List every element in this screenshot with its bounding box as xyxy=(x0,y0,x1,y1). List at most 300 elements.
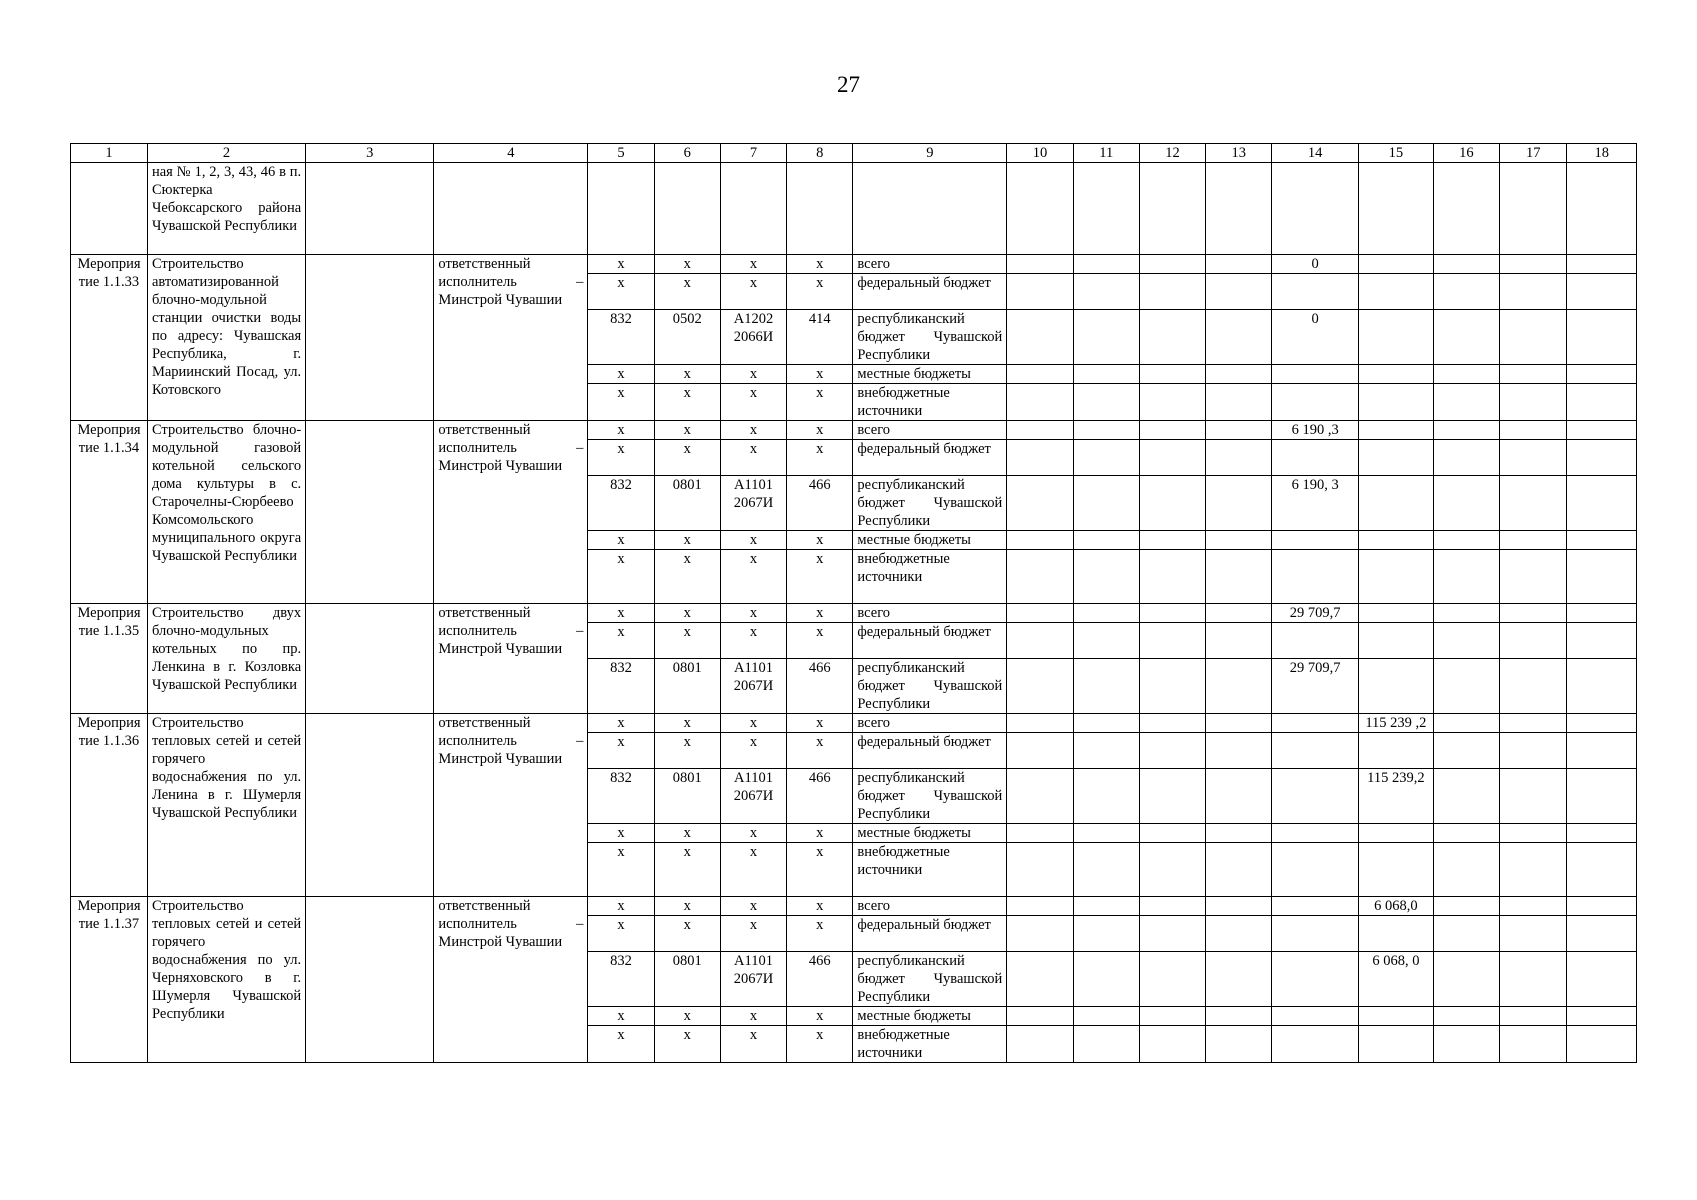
table-row xyxy=(71,714,1637,733)
col5-value: х xyxy=(588,843,654,897)
cell-empty xyxy=(1433,952,1499,1007)
cell-empty xyxy=(1007,824,1073,843)
col14-value: 29 709,7 xyxy=(1272,604,1359,623)
cell-empty xyxy=(1500,916,1567,952)
cell-empty xyxy=(1139,733,1205,769)
col6-value: х xyxy=(654,623,720,659)
col15-value xyxy=(1358,1026,1433,1063)
col7-value: х xyxy=(720,733,786,769)
cell-empty xyxy=(1500,659,1567,714)
cell-empty xyxy=(306,163,434,255)
cell-empty xyxy=(1206,421,1272,440)
col15-value xyxy=(1358,255,1433,274)
col14-value xyxy=(1272,274,1359,310)
column-number: 14 xyxy=(1272,144,1359,163)
cell-empty xyxy=(1073,769,1139,824)
event-label: Мероприятие 1.1.36 xyxy=(71,714,148,897)
col6-value: 0801 xyxy=(654,659,720,714)
cell-empty xyxy=(1073,897,1139,916)
col5-value: 832 xyxy=(588,476,654,531)
col8-value: х xyxy=(787,365,853,384)
column-number: 9 xyxy=(853,144,1007,163)
funding-source: местные бюджеты xyxy=(853,1007,1007,1026)
col15-value xyxy=(1358,365,1433,384)
cell-empty xyxy=(1139,531,1205,550)
table-row xyxy=(71,604,1637,623)
col7-value: х xyxy=(720,531,786,550)
col6-value: х xyxy=(654,384,720,421)
cell-empty xyxy=(1500,440,1567,476)
cell-empty xyxy=(1206,550,1272,604)
col6-value: х xyxy=(654,440,720,476)
col5-value: х xyxy=(588,531,654,550)
cell-empty xyxy=(1206,1026,1272,1063)
col7-value: А1101 2067И xyxy=(720,952,786,1007)
cell-empty xyxy=(1500,1007,1567,1026)
col8-value: х xyxy=(787,1026,853,1063)
funding-source: внебюджетные источники xyxy=(853,550,1007,604)
col6-value: х xyxy=(654,1007,720,1026)
col7-value: х xyxy=(720,843,786,897)
col5-value: х xyxy=(588,274,654,310)
cell-empty xyxy=(1433,714,1499,733)
col7-value: х xyxy=(720,623,786,659)
col6-value: х xyxy=(654,897,720,916)
continuation-row xyxy=(71,163,1637,255)
cell-empty xyxy=(434,163,588,255)
col5-value: х xyxy=(588,733,654,769)
col15-value xyxy=(1358,916,1433,952)
col7-value: А1101 2067И xyxy=(720,476,786,531)
col5-value: 832 xyxy=(588,310,654,365)
cell-empty xyxy=(1206,623,1272,659)
cell-empty xyxy=(1433,659,1499,714)
col14-value xyxy=(1272,897,1359,916)
event-label: Мероприятие 1.1.37 xyxy=(71,897,148,1063)
cell-empty xyxy=(1139,384,1205,421)
col7-value: х xyxy=(720,421,786,440)
cell-empty xyxy=(1433,824,1499,843)
cell-empty xyxy=(1139,1007,1205,1026)
cell-empty xyxy=(1500,714,1567,733)
funding-source: республиканский бюджет Чувашской Республики xyxy=(853,659,1007,714)
cell-empty xyxy=(1206,897,1272,916)
cell-empty xyxy=(1433,623,1499,659)
cell-empty xyxy=(1433,733,1499,769)
col6-value: х xyxy=(654,714,720,733)
column-number-row xyxy=(71,144,1637,163)
funding-source: местные бюджеты xyxy=(853,531,1007,550)
col7-value: х xyxy=(720,604,786,623)
event-name: Строительство тепловых сетей и сетей горячего водоснабжения по ул. Ленина в г. Шумерля Чувашской Республики xyxy=(147,714,305,897)
col5-value: х xyxy=(588,440,654,476)
cell-empty xyxy=(1073,550,1139,604)
cell-empty xyxy=(1567,769,1637,824)
cell-empty xyxy=(1433,769,1499,824)
funding-source: республиканский бюджет Чувашской Республики xyxy=(853,952,1007,1007)
column-number: 3 xyxy=(306,144,434,163)
cell-empty xyxy=(1139,604,1205,623)
cell-empty xyxy=(1073,310,1139,365)
col6-value: х xyxy=(654,255,720,274)
col6-value: х xyxy=(654,843,720,897)
col14-value xyxy=(1272,531,1359,550)
cell-empty xyxy=(1206,531,1272,550)
cell-empty xyxy=(1007,769,1073,824)
event-col3 xyxy=(306,604,434,714)
cell-empty xyxy=(1206,274,1272,310)
cell-empty xyxy=(1567,897,1637,916)
funding-source: внебюджетные источники xyxy=(853,384,1007,421)
cell-empty xyxy=(1073,1007,1139,1026)
col14-value: 0 xyxy=(1272,310,1359,365)
column-number: 8 xyxy=(787,144,853,163)
cell-empty xyxy=(1073,274,1139,310)
cell-empty xyxy=(1500,604,1567,623)
col14-value xyxy=(1272,769,1359,824)
col14-value xyxy=(1272,1026,1359,1063)
cell-empty xyxy=(1206,769,1272,824)
col15-value xyxy=(1358,623,1433,659)
program-table xyxy=(70,143,1637,1063)
cell-empty xyxy=(1206,476,1272,531)
col15-value xyxy=(1358,659,1433,714)
cell-empty xyxy=(1073,531,1139,550)
col5-value: 832 xyxy=(588,952,654,1007)
col15-value xyxy=(1358,1007,1433,1026)
funding-source: внебюджетные источники xyxy=(853,1026,1007,1063)
col14-value xyxy=(1272,550,1359,604)
table-row xyxy=(71,897,1637,916)
cell-empty xyxy=(1433,1007,1499,1026)
col8-value: 466 xyxy=(787,769,853,824)
col6-value: х xyxy=(654,733,720,769)
cell-empty xyxy=(1139,952,1205,1007)
funding-source: всего xyxy=(853,714,1007,733)
cell-empty xyxy=(1073,733,1139,769)
cell-empty xyxy=(1007,1026,1073,1063)
cell-empty xyxy=(1073,440,1139,476)
cell-empty xyxy=(1007,476,1073,531)
cell-empty xyxy=(1500,476,1567,531)
cell-empty xyxy=(1433,476,1499,531)
cell-empty xyxy=(1007,916,1073,952)
cell-empty xyxy=(1567,659,1637,714)
cell-empty xyxy=(1073,365,1139,384)
cell-empty xyxy=(1500,255,1567,274)
cell-empty xyxy=(1500,733,1567,769)
cell-empty xyxy=(1073,714,1139,733)
col5-value: х xyxy=(588,365,654,384)
col8-value: х xyxy=(787,897,853,916)
col6-value: 0801 xyxy=(654,769,720,824)
cell-empty xyxy=(1500,531,1567,550)
col15-value: 6 068,0 xyxy=(1358,897,1433,916)
funding-source: республиканский бюджет Чувашской Республики xyxy=(853,310,1007,365)
event-executor: ответственный исполнитель – Минстрой Чувашии xyxy=(434,421,588,604)
funding-source: местные бюджеты xyxy=(853,824,1007,843)
col7-value: х xyxy=(720,824,786,843)
col8-value: х xyxy=(787,714,853,733)
col15-value: 115 239,2 xyxy=(1358,769,1433,824)
cell-empty xyxy=(1007,714,1073,733)
event-executor: ответственный исполнитель – Минстрой Чувашии xyxy=(434,714,588,897)
col6-value: х xyxy=(654,916,720,952)
col7-value: х xyxy=(720,1026,786,1063)
col5-value: х xyxy=(588,255,654,274)
col5-value: х xyxy=(588,824,654,843)
cell-empty xyxy=(1073,421,1139,440)
cell-empty xyxy=(1007,659,1073,714)
cell-empty xyxy=(1073,824,1139,843)
col7-value: х xyxy=(720,916,786,952)
cell-empty xyxy=(1206,824,1272,843)
cell-empty xyxy=(1500,365,1567,384)
cell-empty xyxy=(1567,384,1637,421)
col14-value xyxy=(1272,365,1359,384)
cell-empty xyxy=(1073,659,1139,714)
cell-empty xyxy=(1206,843,1272,897)
column-number: 10 xyxy=(1007,144,1073,163)
event-name: Строительство автоматизированной блочно-модульной станции очистки воды по адресу: Чувашская Республика, г. Мариинский Посад, ул. Котовского xyxy=(147,255,305,421)
col8-value: х xyxy=(787,733,853,769)
cell-empty xyxy=(1206,440,1272,476)
col15-value xyxy=(1358,384,1433,421)
cell-empty xyxy=(1567,476,1637,531)
col7-value: х xyxy=(720,897,786,916)
column-number: 2 xyxy=(147,144,305,163)
cell-empty xyxy=(1007,531,1073,550)
cell-empty xyxy=(1007,897,1073,916)
cell-empty xyxy=(1007,365,1073,384)
cell-empty xyxy=(1433,897,1499,916)
col15-value xyxy=(1358,476,1433,531)
cell-empty xyxy=(1073,255,1139,274)
cell-empty xyxy=(1433,550,1499,604)
col6-value: х xyxy=(654,531,720,550)
col8-value: х xyxy=(787,623,853,659)
continuation-name: ная № 1, 2, 3, 43, 46 в п. Сюктерка Чебоксарского района Чувашской Республики xyxy=(147,163,305,255)
col5-value: х xyxy=(588,897,654,916)
cell-empty xyxy=(1139,274,1205,310)
col8-value: 414 xyxy=(787,310,853,365)
cell-empty xyxy=(1567,604,1637,623)
col15-value xyxy=(1358,604,1433,623)
cell-empty xyxy=(1567,623,1637,659)
cell-empty xyxy=(1139,623,1205,659)
funding-source: республиканский бюджет Чувашской Республики xyxy=(853,476,1007,531)
col6-value: х xyxy=(654,824,720,843)
funding-source: местные бюджеты xyxy=(853,365,1007,384)
cell-empty xyxy=(1433,843,1499,897)
cell-empty xyxy=(1007,1007,1073,1026)
cell-empty xyxy=(1500,952,1567,1007)
cell-empty xyxy=(1567,714,1637,733)
col7-value: х xyxy=(720,714,786,733)
col8-value: х xyxy=(787,916,853,952)
event-executor: ответственный исполнитель – Минстрой Чувашии xyxy=(434,604,588,714)
col14-value xyxy=(1272,843,1359,897)
event-label: Мероприятие 1.1.34 xyxy=(71,421,148,604)
event-name: Строительство тепловых сетей и сетей горячего водоснабжения по ул. Черняховского в г. Шумерля Чувашской Республики xyxy=(147,897,305,1063)
col6-value: 0801 xyxy=(654,476,720,531)
col5-value: х xyxy=(588,916,654,952)
cell-empty xyxy=(1567,531,1637,550)
col14-value: 0 xyxy=(1272,255,1359,274)
cell-empty xyxy=(1073,623,1139,659)
funding-source: всего xyxy=(853,897,1007,916)
cell-empty xyxy=(1433,531,1499,550)
cell-empty xyxy=(1206,365,1272,384)
col14-value xyxy=(1272,714,1359,733)
cell-empty xyxy=(1206,952,1272,1007)
cell-empty xyxy=(1007,843,1073,897)
col7-value: х xyxy=(720,440,786,476)
col8-value: х xyxy=(787,421,853,440)
cell-empty xyxy=(1567,440,1637,476)
col6-value: х xyxy=(654,421,720,440)
cell-empty xyxy=(1567,310,1637,365)
cell-empty xyxy=(1206,714,1272,733)
cell-empty xyxy=(1567,550,1637,604)
col15-value xyxy=(1358,733,1433,769)
funding-source: федеральный бюджет xyxy=(853,440,1007,476)
col6-value: х xyxy=(654,365,720,384)
event-name: Строительство блочно-модульной газовой котельной сельского дома культуры в с. Старочелны-Сюрбеево Комсомольского муниципального округа Чувашской Республики xyxy=(147,421,305,604)
col6-value: 0502 xyxy=(654,310,720,365)
col7-value: А1202 2066И xyxy=(720,310,786,365)
col14-value xyxy=(1272,440,1359,476)
cell-empty xyxy=(1567,421,1637,440)
column-number: 17 xyxy=(1500,144,1567,163)
cell-empty xyxy=(1567,733,1637,769)
cell-empty xyxy=(1500,769,1567,824)
col8-value: х xyxy=(787,550,853,604)
col7-value: А1101 2067И xyxy=(720,769,786,824)
cell-empty xyxy=(1206,916,1272,952)
cell-empty xyxy=(1500,274,1567,310)
cell-empty xyxy=(1433,310,1499,365)
cell-empty xyxy=(1500,421,1567,440)
cell-empty xyxy=(1139,1026,1205,1063)
cell-empty xyxy=(1206,255,1272,274)
col5-value: х xyxy=(588,1026,654,1063)
cell-empty xyxy=(1500,384,1567,421)
cell-empty xyxy=(1073,1026,1139,1063)
cell-empty xyxy=(1007,274,1073,310)
cell-empty xyxy=(1567,1026,1637,1063)
col14-value xyxy=(1272,916,1359,952)
col14-value: 6 190 ,3 xyxy=(1272,421,1359,440)
col7-value: х xyxy=(720,255,786,274)
cell-empty xyxy=(1567,365,1637,384)
funding-source: федеральный бюджет xyxy=(853,733,1007,769)
col15-value: 115 239 ,2 xyxy=(1358,714,1433,733)
cell-empty xyxy=(1139,897,1205,916)
col15-value xyxy=(1358,421,1433,440)
cell-empty xyxy=(1500,824,1567,843)
col6-value: х xyxy=(654,550,720,604)
column-number: 7 xyxy=(720,144,786,163)
table-row xyxy=(71,421,1637,440)
column-number: 5 xyxy=(588,144,654,163)
cell-empty xyxy=(1139,916,1205,952)
cell-empty xyxy=(71,163,148,255)
column-number: 18 xyxy=(1567,144,1637,163)
cell-empty xyxy=(1433,274,1499,310)
col14-value xyxy=(1272,952,1359,1007)
col14-value xyxy=(1272,623,1359,659)
cell-empty xyxy=(1007,310,1073,365)
col8-value: х xyxy=(787,274,853,310)
col8-value: х xyxy=(787,604,853,623)
col14-value: 6 190, 3 xyxy=(1272,476,1359,531)
col14-value xyxy=(1272,1007,1359,1026)
column-number: 16 xyxy=(1433,144,1499,163)
event-col3 xyxy=(306,421,434,604)
column-number: 12 xyxy=(1139,144,1205,163)
col6-value: х xyxy=(654,274,720,310)
cell-empty xyxy=(1433,440,1499,476)
cell-empty xyxy=(1567,952,1637,1007)
event-label: Мероприятие 1.1.35 xyxy=(71,604,148,714)
table-row xyxy=(71,255,1637,274)
col5-value: х xyxy=(588,1007,654,1026)
cell-empty xyxy=(1500,843,1567,897)
cell-empty xyxy=(1007,384,1073,421)
cell-empty xyxy=(1073,604,1139,623)
cell-empty xyxy=(1007,421,1073,440)
col15-value xyxy=(1358,843,1433,897)
column-number: 1 xyxy=(71,144,148,163)
cell-empty xyxy=(1073,952,1139,1007)
cell-empty xyxy=(1073,476,1139,531)
column-number: 11 xyxy=(1073,144,1139,163)
cell-empty xyxy=(1567,843,1637,897)
cell-empty xyxy=(1007,733,1073,769)
funding-source: федеральный бюджет xyxy=(853,916,1007,952)
cell-empty xyxy=(1007,550,1073,604)
cell-empty xyxy=(1139,659,1205,714)
cell-empty xyxy=(1139,365,1205,384)
event-name: Строительство двух блочно-модульных котельных по пр. Ленкина в г. Козловка Чувашской Республики xyxy=(147,604,305,714)
col15-value: 6 068, 0 xyxy=(1358,952,1433,1007)
event-col3 xyxy=(306,714,434,897)
cell-empty xyxy=(1139,310,1205,365)
cell-empty xyxy=(1073,384,1139,421)
cell-empty xyxy=(1139,843,1205,897)
col7-value: х xyxy=(720,384,786,421)
cell-empty xyxy=(1007,604,1073,623)
col8-value: х xyxy=(787,843,853,897)
cell-empty xyxy=(1567,274,1637,310)
cell-empty xyxy=(1139,824,1205,843)
event-label: Мероприятие 1.1.33 xyxy=(71,255,148,421)
event-executor: ответственный исполнитель – Минстрой Чувашии xyxy=(434,897,588,1063)
col5-value: 832 xyxy=(588,659,654,714)
col5-value: х xyxy=(588,384,654,421)
cell-empty xyxy=(1206,384,1272,421)
funding-source: всего xyxy=(853,604,1007,623)
cell-empty xyxy=(1500,623,1567,659)
cell-empty xyxy=(1206,310,1272,365)
funding-source: внебюджетные источники xyxy=(853,843,1007,897)
cell-empty xyxy=(1139,255,1205,274)
col15-value xyxy=(1358,531,1433,550)
cell-empty xyxy=(1007,440,1073,476)
cell-empty xyxy=(1500,550,1567,604)
cell-empty xyxy=(1007,623,1073,659)
